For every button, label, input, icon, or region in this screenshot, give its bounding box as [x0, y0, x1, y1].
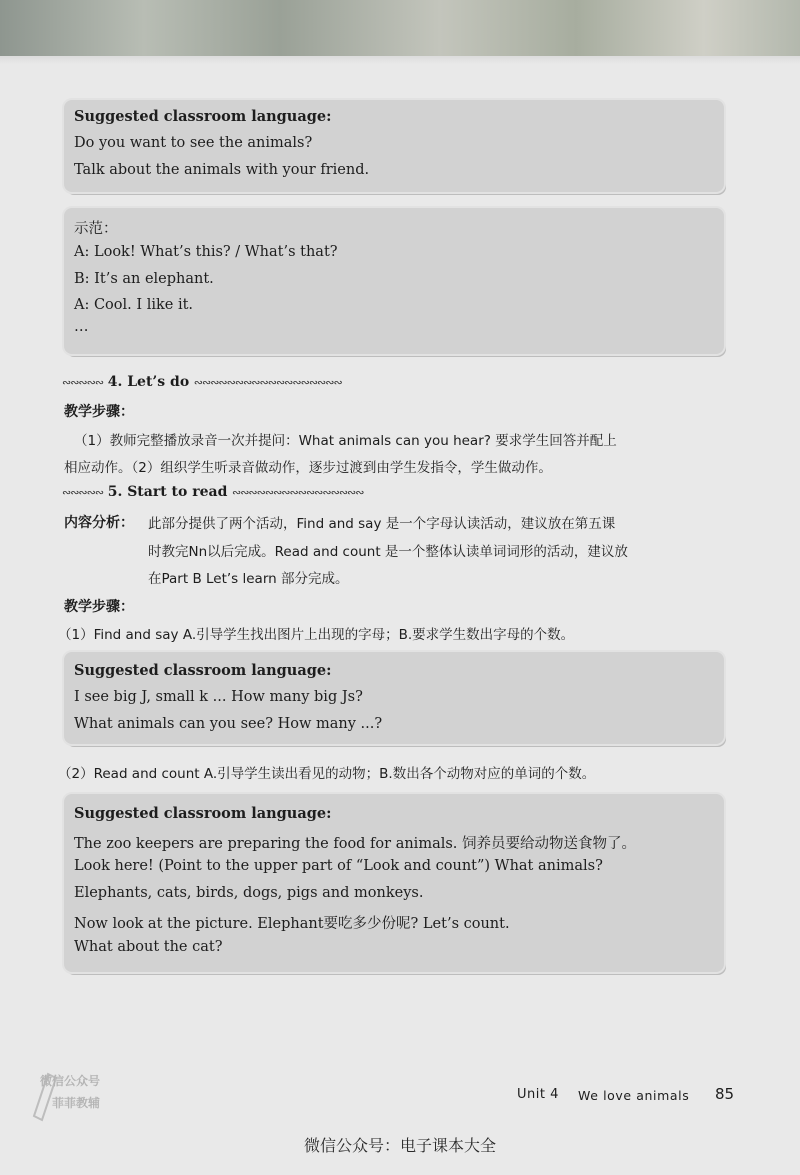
watermark-stamp: 微信公众号 菲菲教辅: [30, 1064, 125, 1126]
box-line: What animals can you see? How many ...?: [74, 716, 383, 732]
analysis-label: 内容分析：: [64, 515, 134, 531]
top-illustration-banner: [0, 0, 800, 60]
wave-decoration: ∾∾∾∾∾: [62, 486, 104, 499]
box-line: What about the cat?: [74, 939, 223, 955]
unit-label: Unit 4: [517, 1087, 559, 1102]
steps-label: 教学步骤：: [64, 599, 134, 615]
classroom-language-box-2: [64, 652, 724, 744]
step-1: （1）Find and say A.引导学生找出图片上出现的字母；B.要求学生数出字母的个数。: [58, 627, 575, 643]
box-heading: Suggested classroom language:: [74, 108, 332, 125]
box-line: A: Cool. I like it.: [74, 297, 194, 313]
classroom-language-box-3: [64, 794, 724, 972]
bottom-caption: 微信公众号：电子课本大全: [303, 1136, 496, 1155]
wave-decoration: ∾∾∾∾∾: [62, 376, 104, 389]
box-line: …: [74, 319, 89, 335]
box-line: Elephants, cats, birds, dogs, pigs and monkeys.: [74, 885, 424, 901]
box-heading: 示范：: [74, 221, 118, 237]
box-line: Now look at the picture. Elephant要吃多少份呢? Let’s count.: [74, 916, 510, 932]
unit-title: We love animals: [578, 1088, 690, 1103]
section-5-heading: ∾∾∾∾∾ 5. Start to read ∾∾∾∾∾∾∾∾∾∾∾∾∾∾∾∾: [62, 484, 364, 500]
wave-decoration: ∾∾∾∾∾∾∾∾∾∾∾∾∾∾∾∾∾∾: [193, 376, 342, 389]
box-line: A: Look! What’s this? / What’s that?: [74, 244, 338, 260]
box-line: I see big J, small k ... How many big Js?: [74, 689, 363, 705]
paragraph-line: （1）教师完整播放录音一次并提问：What animals can you hear? 要求学生回答并配上: [74, 433, 617, 449]
demo-dialogue-box: [64, 208, 724, 354]
box-line: B: It’s an elephant.: [74, 271, 214, 287]
box-line: Talk about the animals with your friend.: [74, 162, 370, 178]
box-heading: Suggested classroom language:: [74, 662, 332, 679]
section-4-heading: ∾∾∾∾∾ 4. Let’s do ∾∾∾∾∾∾∾∾∾∾∾∾∾∾∾∾∾∾: [62, 374, 342, 390]
wave-decoration: ∾∾∾∾∾∾∾∾∾∾∾∾∾∾∾∾: [232, 486, 364, 499]
box-heading: Suggested classroom language:: [74, 805, 332, 822]
analysis-line: 此部分提供了两个活动，Find and say 是一个字母认读活动，建议放在第五课: [148, 516, 616, 532]
box-line: Do you want to see the animals?: [74, 135, 313, 151]
step-2: （2）Read and count A.引导学生读出看见的动物；B.数出各个动物对应的单词的个数。: [58, 766, 596, 782]
analysis-line: 时教完Nn以后完成。Read and count 是一个整体认读单词词形的活动，建议放: [148, 544, 628, 560]
box-line: Look here! (Point to the upper part of “Look and count”) What animals?: [74, 858, 603, 874]
paragraph-line: 相应动作。（2）组织学生听录音做动作，逐步过渡到由学生发指令，学生做动作。: [64, 460, 552, 476]
steps-label: 教学步骤：: [64, 404, 134, 420]
classroom-language-box-1: [64, 100, 724, 192]
analysis-line: 在Part B Let’s learn 部分完成。: [148, 571, 349, 587]
box-line: The zoo keepers are preparing the food for animals. 饲养员要给动物送食物了。: [74, 836, 637, 852]
page-number: 85: [715, 1085, 735, 1103]
